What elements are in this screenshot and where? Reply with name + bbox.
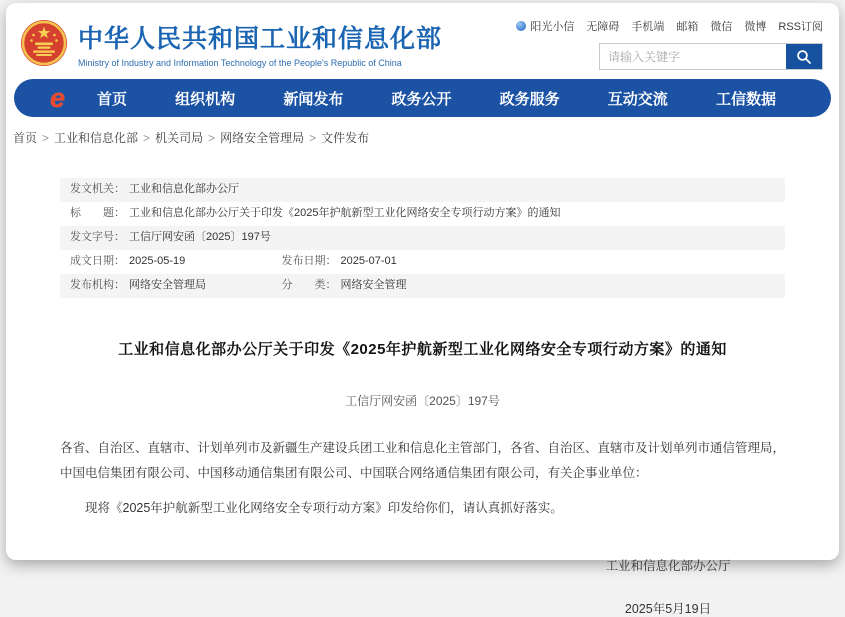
utility-link[interactable] (631, 18, 664, 34)
meta-value: 2025-07-01 (340, 254, 397, 267)
nav-item[interactable]: 组织机构 (175, 90, 236, 108)
breadcrumb-item[interactable]: 工业和信息化部 (54, 131, 139, 145)
document-title: 工业和信息化部办公厅关于印发《2025年护航新型工业化网络安全专项行动方案》的通知 (118, 340, 727, 358)
utility-link-label: 无障碍 (586, 21, 620, 33)
signature-block (573, 556, 763, 617)
breadcrumb-separator: > (42, 131, 50, 145)
nav-items (97, 88, 776, 109)
meta-label: 分 类： (281, 278, 337, 291)
breadcrumb-item[interactable]: 文件发布 (321, 131, 370, 145)
national-emblem-icon (20, 19, 68, 67)
utility-link-label: 微信 (710, 21, 733, 33)
nav-item[interactable]: 政务服务 (499, 90, 560, 108)
utility-link[interactable] (744, 18, 766, 34)
meta-label: 发布机构： (70, 278, 125, 291)
miit-logo-icon[interactable]: e (49, 82, 66, 113)
breadcrumb-separator: > (208, 131, 216, 145)
meta-label: 发文机关： (70, 183, 125, 195)
meta-cell (70, 230, 775, 246)
utility-link-label: 微博 (744, 21, 767, 33)
meta-label: 标 题： (70, 206, 125, 219)
document-paragraph: 现将《2025年护航新型工业化网络安全专项行动方案》印发给你们，请认真抓好落实。 (85, 500, 563, 515)
meta-row (60, 202, 785, 226)
nav-item[interactable]: 政务公开 (391, 90, 452, 108)
document-number: 工信厅网安函〔2025〕197号 (345, 393, 500, 408)
utility-link[interactable] (516, 18, 574, 34)
meta-cell (70, 278, 282, 294)
nav-item[interactable]: 新闻发布 (283, 90, 344, 108)
search-bar (599, 43, 823, 70)
assistant-icon (516, 21, 526, 31)
breadcrumb-separator: > (309, 131, 317, 145)
meta-label: 发布日期： (281, 254, 337, 267)
meta-value: 工业和信息化部办公厅 (129, 183, 239, 195)
meta-table (60, 178, 785, 298)
page-card (6, 3, 839, 616)
meta-cell (70, 182, 775, 198)
meta-cell (282, 254, 397, 270)
document-body (60, 436, 785, 522)
meta-value: 工业和信息化部办公厅关于印发《2025年护航新型工业化网络安全专项行动方案》的通知 (129, 206, 561, 219)
meta-value: 工信厅网安函〔2025〕197号 (129, 230, 271, 243)
utility-link[interactable] (676, 18, 698, 34)
nav-item[interactable]: 工信数据 (715, 90, 776, 108)
breadcrumb-separator: > (143, 131, 151, 145)
breadcrumb (6, 117, 839, 156)
site-header (6, 3, 839, 76)
search-icon (796, 49, 812, 65)
search-button[interactable] (786, 44, 822, 69)
meta-value: 2025-05-19 (129, 254, 186, 267)
meta-value: 网络安全管理 (340, 278, 407, 291)
site-subtitle: Ministry of Industry and Information Technology of the People's Republic of China (78, 57, 402, 68)
brand-text (78, 19, 442, 68)
breadcrumb-item[interactable]: 机关司局 (155, 131, 204, 145)
main-nav (14, 79, 831, 117)
signature-org: 工业和信息化部办公厅 (605, 558, 731, 573)
meta-cell (70, 254, 282, 270)
utility-link-label: 手机端 (631, 21, 665, 33)
utility-link-label: 邮箱 (676, 21, 699, 33)
document-paragraph: 各省、自治区、直辖市、计划单列市及新疆生产建设兵团工业和信息化主管部门，各省、自治区、直辖市及计划单列市通信管理局，中国电信集团有限公司、中国移动通信集团有限公司、中国联合网络通信集团有限公司，有关企事业单位： (60, 440, 786, 481)
meta-value: 网络安全管理局 (129, 278, 206, 291)
utility-link[interactable] (778, 18, 823, 34)
meta-cell (282, 278, 407, 294)
meta-row (60, 274, 785, 298)
utility-link-label: 阳光小信 (530, 21, 575, 33)
breadcrumb-item[interactable]: 网络安全管理局 (220, 131, 305, 145)
meta-label: 成文日期： (70, 254, 125, 267)
nav-item[interactable]: 互动交流 (607, 90, 668, 108)
search-input[interactable] (600, 44, 786, 69)
meta-row (60, 226, 785, 250)
site-title: 中华人民共和国工业和信息化部 (78, 24, 443, 53)
utility-links (516, 18, 823, 34)
nav-item[interactable]: 首页 (97, 90, 128, 108)
utility-link-label: RSS订阅 (778, 21, 823, 33)
meta-cell (70, 206, 775, 222)
meta-row (60, 250, 785, 274)
breadcrumb-item[interactable]: 首页 (13, 131, 38, 145)
content (6, 178, 839, 617)
signature-date: 2025年5月19日 (624, 601, 712, 616)
utility-link[interactable] (586, 18, 619, 34)
meta-label: 发文字号： (70, 230, 125, 243)
site-brand[interactable] (20, 16, 442, 70)
header-right (516, 16, 823, 70)
meta-row (60, 178, 785, 202)
utility-link[interactable] (710, 18, 732, 34)
